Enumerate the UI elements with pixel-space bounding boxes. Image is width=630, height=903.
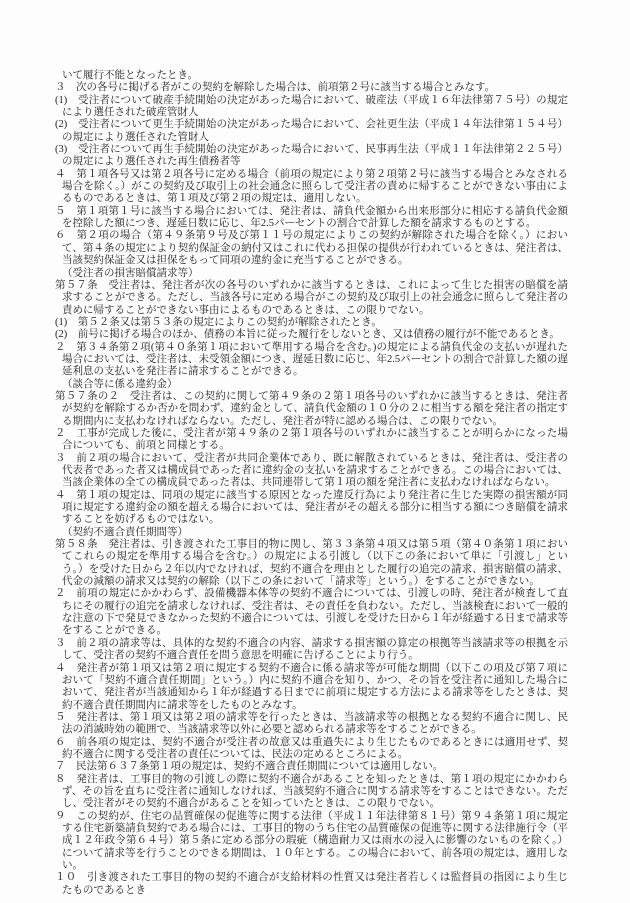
numbered-clause: ４ 第１項の規定は、同項の規定に該当する原因となった違反行為により発注者に生じた実際の損害額が同項に規定する違約金の額を超える場合においては、発注者がその超える部分に相当する額につき賠償を請求することを妨げるものではない。 — [55, 489, 568, 526]
numbered-clause: ３ 次の各号に掲げる者がこの契約を解除した場合は、前項第２号に該当する場合とみなす。 — [55, 82, 496, 94]
numbered-clause: １０ 引き渡された工事目的物の契約不適合が支給材料の性質又は発注者若しくは監督員の指図により生じたものであるとき — [55, 872, 568, 896]
numbered-clause: ２ 前項の規定にかかわらず、設備機器本体等の契約不適合については、引渡しの時、発注者が検査して直ちにその履行の追完を請求しなければ、受注者は、その責任を負わない。ただし、当該検査において一般的な注意の下で発見できなかった契約不適合については、引渡しを受けた日から１年が経過する日まで請求等をすることができる。 — [55, 588, 568, 637]
sub-item-clause: (3) 受注者について再生手続開始の決定があった場合において、民事再生法（平成１１年法律第２２５号）の規定により選任された再生債務者等 — [55, 144, 568, 168]
section-heading: （談合等に係る違約金） — [62, 378, 178, 390]
sub-item-clause: (2) 受注者について更生手続開始の決定があった場合において、会社更生法（平成１４年法律第１５４号）の規定により選任された管財人 — [55, 119, 568, 143]
article-clause: 第５７条 受注者は、発注者が次の各号のいずれかに該当するときは、これによって生じた損害の賠償を請求することができる。ただし、当該各号に定める場合がこの契約及び取引上の社会通念に照らして発注者の責めに帰することができない事由によるものであるときは、この限りでない。 — [55, 279, 568, 316]
numbered-clause: ２ 工事が完成した後に、受注者が第４９条の２第１項各号のいずれかに該当することが明らかになった場合についても、前項と同様とする。 — [55, 427, 568, 452]
sub-item-clause: (1) 受注者について破産手続開始の決定があった場合において、破産法（平成１６年法律第７５号）の規定により選任された破産管財人 — [55, 94, 568, 119]
carryover-text: いて履行不能となったとき。 — [62, 70, 199, 81]
contract-terms-page — [55, 70, 568, 897]
section-heading: （契約不適合責任期間等） — [62, 526, 188, 538]
numbered-clause: ４ 発注者が第１項又は第２項に規定する契約不適合に係る請求等が可能な期間（以下この項及び第７項において「契約不適合責任期間」という。）内に契約不適合を知り、かつ、その旨を受注者に通知した場合において、発注者が当該通知から１年が経過する日までに前項に規定する方法による請求等をしたときは、契約不適合責任期間内に請求等をしたものとみなす。 — [55, 662, 568, 711]
article-clause: 第５８条 発注者は、引き渡された工事目的物に関し、第３３条第４項又は第５項（第４０条第１項においてこれらの規定を準用する場合を含む。）の規定による引渡し（以下この条において単に「引渡し」という。）を受けた日から２年以内でなければ、契約不適合を理由とした履行の追完の請求、損害賠償の請求、代金の減額の請求又は契約の解除（以下この条において「請求等」という。）をすることができない。 — [55, 539, 568, 588]
numbered-clause: ４ 第１項各号又は第２項各号に定める場合（前項の規定により第２項第２号に該当する場合とみなされる場合を除く。）がこの契約及び取引上の社会通念に照らして受注者の責めに帰することができない事由によるものであるときは、第１項及び第２項の規定は、適用しない。 — [55, 168, 568, 205]
numbered-clause: ５ 第１項第１号に該当する場合においては、発注者は、請負代金額から出来形部分に相応する請負代金額を控除した額につき、遅延日数に応じ、年2.5パーセントの割合で計算した額を請求するものとする。 — [55, 205, 568, 230]
numbered-clause: ６ 前各項の規定は、契約不適合が受注者の故意又は重過失により生じたものであるときには適用せず、契約不適合に関する受注者の責任については、民法の定めるところによる。 — [55, 736, 568, 760]
sub-item-clause: (2) 前号に掲げる場合のほか、債務の本旨に従った履行をしないとき、又は債務の履行が不能であるとき。 — [55, 329, 560, 341]
numbered-clause: ３ 前２項の請求等は、具体的な契約不適合の内容、請求する損害額の算定の根拠等当該請求等の根拠を示して、受注者の契約不適合責任を問う意思を明確に告げることにより行う。 — [55, 637, 568, 662]
section-heading: （受注者の損害賠償請求等） — [62, 267, 199, 279]
numbered-clause: ８ 発注者は、工事目的物の引渡しの際に契約不適合があることを知ったときは、第１項の規定にかかわらず、その旨を直ちに受注者に通知しなければ、当該契約不適合に関する請求等をすることはできない。ただし、受注者がその契約不適合があることを知っていたときは、この限りでない。 — [55, 773, 568, 810]
sub-item-clause: (1) 第５２条又は第５３条の規定によりこの契約が解除されたとき。 — [55, 316, 382, 328]
numbered-clause: ３ 前２項の場合において、受注者が共同企業体であり、既に解散されているときは、発注者は、受注者の代表者であった者又は構成員であった者に違約金の支払いを請求することができる。この場合においては、当該企業体の全ての構成員であった者は、共同連帯して第１項の額を発注者に支払わなければならない。 — [55, 452, 568, 489]
numbered-clause: ７ 民法第６３７条第１項の規定は、契約不適合責任期間については適用しない。 — [55, 761, 444, 773]
numbered-clause: ６ 第２項の場合（第４９条第９号及び第１１号の規定によりこの契約が解除された場合を除く。）において、第４条の規定により契約保証金の納付又はこれに代わる担保の提供が行われているときは、発注者は、当該契約保証金又は担保をもって同項の違約金に充当することができる。 — [55, 230, 568, 267]
numbered-clause: ９ この契約が、住宅の品質確保の促進等に関する法律（平成１１年法律第８１号）第９４条第１項に規定する住宅新築請負契約である場合には、工事目的物のうち住宅の品質確保の促進等に関する法律施行令（平成１２年政令第６４号）第５条に定める部分の瑕疵（構造耐力又は雨水の浸入に影響のないものを除く。）について請求等を行うことのできる期間は、１０年とする。この場合において、前各項の規定は、適用しない。 — [55, 810, 568, 871]
numbered-clause: ２ 第３４条第２項(第４０条第１項において準用する場合を含む。)の規定による請負代金の支払いが遅れた場合においては、受注者は、未受領金額につき、遅延日数に応じ、年2.5パーセントの割合で計算した額の遅延利息の支払いを発注者に請求することができる。 — [55, 341, 568, 378]
article-clause: 第５７条の２ 受注者は、この契約に関して第４９条の２第１項各号のいずれかに該当するときは、発注者が契約を解除するか否かを問わず、違約金として、請負代金額の１０分の２に相当する額を発注者の指定する期間内に支払わなければならない。ただし、発注者が特に認める場合は、この限りでない。 — [55, 390, 568, 427]
numbered-clause: ５ 発注者は、第１項又は第２項の請求等を行ったときは、当該請求等の根拠となる契約不適合に関し、民法の消滅時効の範囲で、当該請求等以外に必要と認められる請求等をすることができる。 — [55, 711, 568, 736]
